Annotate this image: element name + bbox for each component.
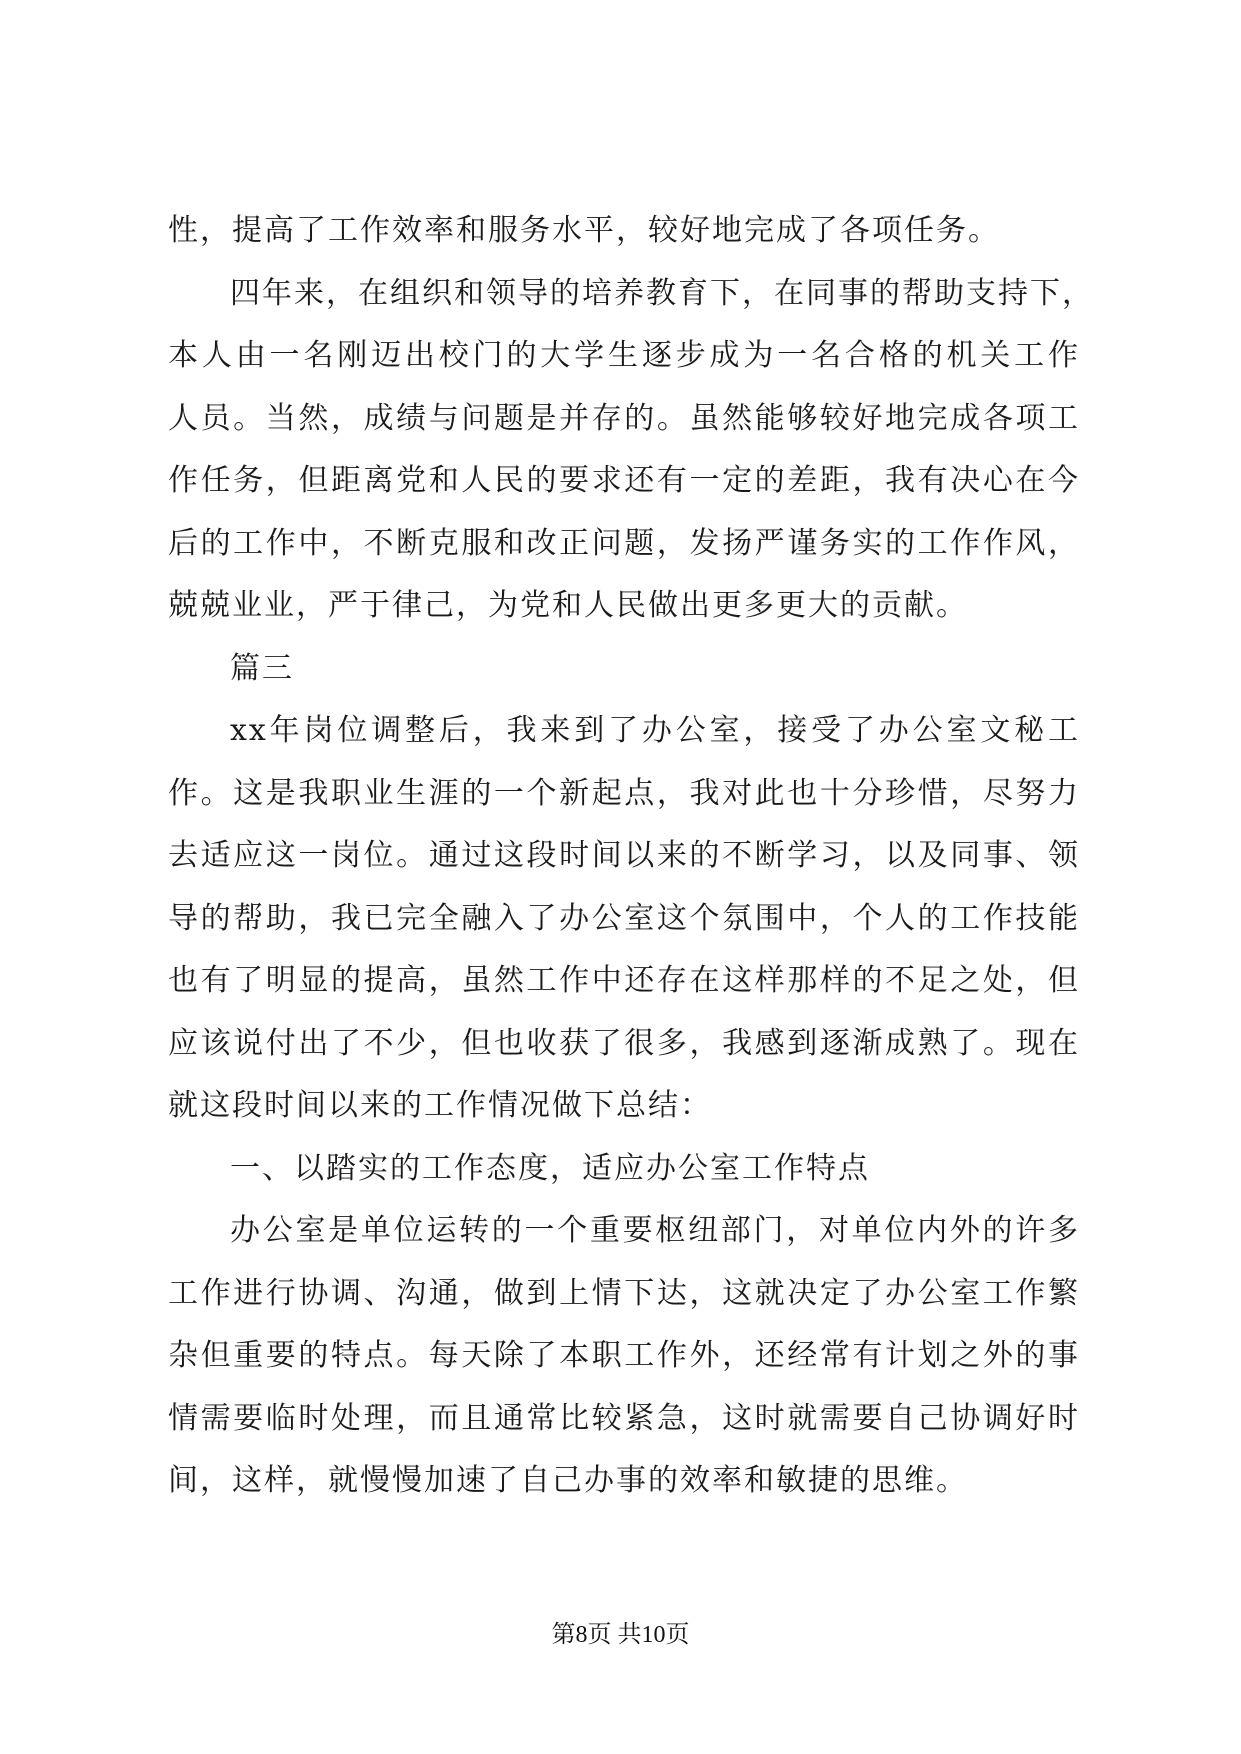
text-line: xx年岗位调整后，我来到了办公室，接受了办公室文秘工 [230,713,1080,748]
section-heading: 篇三 [230,650,294,686]
text-line: 性，提高了工作效率和服务水平，较好地完成了各项任务。 [168,213,1000,248]
text-line: 去适应这一岗位。通过这段时间以来的不断学习，以及同事、领 [168,838,1080,873]
text-line: 本人由一名刚迈出校门的大学生逐步成为一名合格的机关工作 [168,338,1080,373]
text-line: 应该说付出了不少，但也收获了很多，我感到逐渐成熟了。现在 [168,1025,1080,1061]
text-line: 工作进行协调、沟通，做到上情下达，这就决定了办公室工作繁 [168,1275,1080,1311]
text-line: 就这段时间以来的工作情况做下总结： [168,1088,712,1123]
text-line: 作任务，但距离党和人民的要求还有一定的差距，我有决心在今 [168,463,1080,498]
text-line: 四年来，在组织和领导的培养教育下，在同事的帮助支持下， [230,275,1094,311]
text-line: 情需要临时处理，而且通常比较紧急，这时就需要自己协调好时 [168,1400,1080,1436]
text-line: 导的帮助，我已完全融入了办公室这个氛围中，个人的工作技能 [168,900,1080,936]
text-line: 杂但重要的特点。每天除了本职工作外，还经常有计划之外的事 [168,1338,1080,1373]
text-line: 人员。当然，成绩与问题是并存的。虽然能够较好地完成各项工 [168,400,1080,436]
text-line: 也有了明显的提高，虽然工作中还存在这样那样的不足之处，但 [168,963,1080,998]
page-number-footer: 第8页 共10页 [551,1622,690,1648]
text-line: 后的工作中，不断克服和改正问题，发扬严谨务实的工作作风， [168,525,1080,561]
text-line: 兢兢业业，严于律己，为党和人民做出更多更大的贡献。 [168,588,968,623]
text-line: 间，这样，就慢慢加速了自己办事的效率和敏捷的思维。 [168,1463,968,1498]
text-line: 作。这是我职业生涯的一个新起点，我对此也十分珍惜，尽努力 [168,775,1080,811]
text-line: 办公室是单位运转的一个重要枢纽部门，对单位内外的许多 [230,1213,1080,1248]
document-body [168,200,1094,1513]
subsection-heading: 一、以踏实的工作态度，适应办公室工作特点 [230,1150,870,1186]
